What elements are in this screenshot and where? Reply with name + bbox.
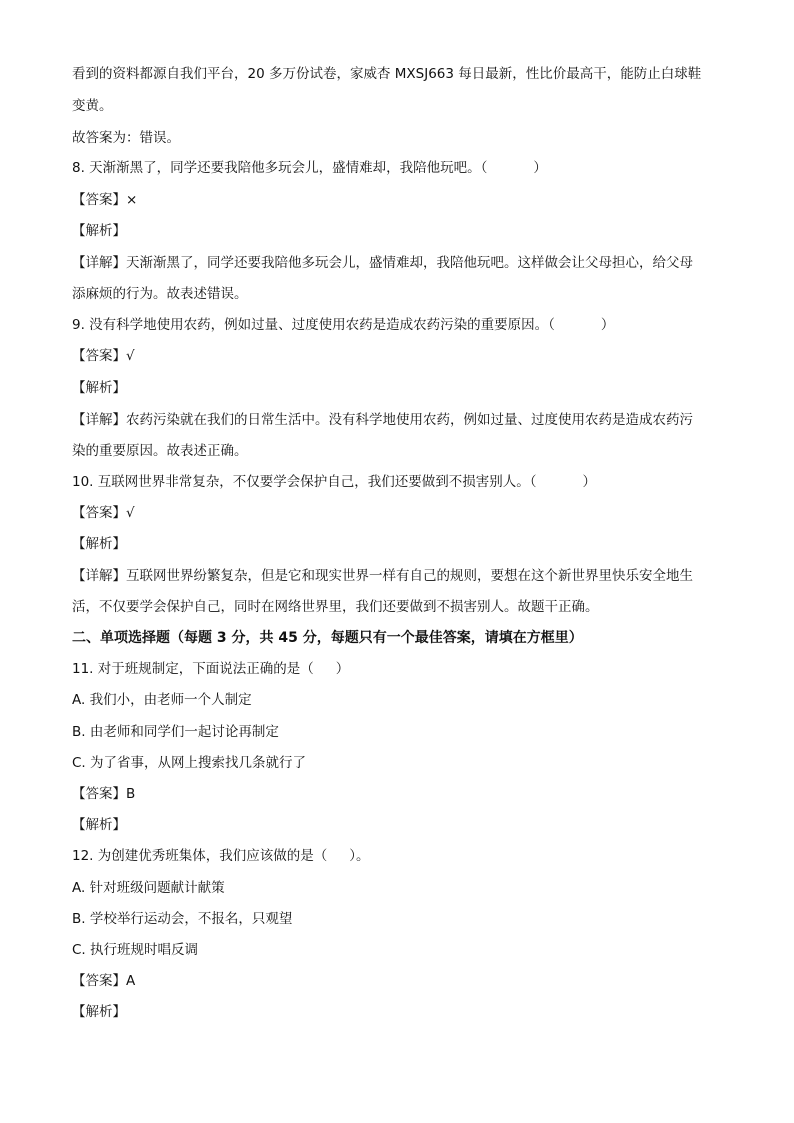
question-10-detail-cont: 活，不仅要学会保护自己，同时在网络世界里，我们还要做到不损害别人。故题干正确。 [72,599,599,615]
question-10-detail [72,566,732,586]
question-10-stem [72,472,732,492]
question-text: 8. 天渐渐黑了，同学还要我陪他多玩会儿，盛情难却，我陪他玩吧。（ [72,160,488,176]
question-8-analysis-label: 【解析】 [72,223,126,239]
question-text: 12. 为创建优秀班集体，我们应该做的是（ [72,848,328,864]
detail-text: 天渐渐黑了，同学还要我陪他多玩会儿，盛情难却，我陪他玩吧。这样做会让父母担心，给父母 [126,255,693,271]
question-9-detail-cont: 染的重要原因。故表述正确。 [72,443,248,459]
answer-value: B [126,786,136,802]
question-11-analysis-label: 【解析】 [72,817,126,833]
text-line: 故答案为：错误。 [72,130,180,146]
question-paren-close: ）。 [349,848,370,864]
question-12-analysis-label: 【解析】 [72,1004,126,1020]
question-11-answer [72,784,732,804]
answer-label: 【答案】 [72,973,126,989]
question-10-answer [72,503,732,523]
answer-label: 【答案】 [72,786,126,802]
question-12-option-c: C. 执行班规时唱反调 [72,942,199,958]
detail-text: 农药污染就在我们的日常生活中。没有科学地使用农药，例如过量、过度使用农药是造成农药污 [126,412,693,428]
question-9-detail [72,410,732,430]
question-12-option-b: B. 学校举行运动会，不报名，只观望 [72,911,293,927]
question-11-stem [72,659,732,679]
question-text: 10. 互联网世界非常复杂，不仅要学会保护自己，我们还要做到不损害别人。（ [72,474,537,490]
answer-value: A [126,973,136,989]
question-8-answer [72,190,732,210]
question-paren-close: ） [533,160,547,176]
answer-label: 【答案】 [72,348,126,364]
question-paren-close: ） [335,661,350,677]
question-9-stem [72,315,732,335]
detail-label: 【详解】 [72,412,126,428]
section-heading: 二、单项选择题（每题 3 分，共 45 分，每题只有一个最佳答案，请填在方框里） [72,630,583,646]
text-line: 变黄。 [72,98,113,114]
detail-label: 【详解】 [72,568,126,584]
question-9-answer [72,346,732,366]
answer-value: √ [126,348,135,364]
answer-label: 【答案】 [72,192,126,208]
question-text: 9. 没有科学地使用农药，例如过量、过度使用农药是造成农药污染的重要原因。（ [72,317,555,333]
question-12-option-a: A. 针对班级问题献计献策 [72,880,225,896]
question-paren-close: ） [582,474,597,490]
question-8-detail-cont: 添麻烦的行为。故表述错误。 [72,286,248,302]
detail-label: 【详解】 [72,255,126,271]
answer-value: × [126,192,138,208]
question-12-answer [72,971,732,991]
detail-text: 互联网世界纷繁复杂，但是它和现实世界一样有自己的规则，要想在这个新世界里快乐安全地生 [126,568,693,584]
answer-value: √ [126,505,135,521]
question-8-stem [72,158,732,178]
question-11-option-a: A. 我们小，由老师一个人制定 [72,692,252,708]
question-9-analysis-label: 【解析】 [72,380,126,396]
question-11-option-b: B. 由老师和同学们一起讨论再制定 [72,724,279,740]
question-8-detail [72,253,732,273]
question-10-analysis-label: 【解析】 [72,536,126,552]
text-line: 看到的资料都源自我们平台，20 多万份试卷，家威杏 MXSJ663 每日最新，性比价最高干，能防止白球鞋 [72,66,702,82]
question-12-stem [72,846,732,866]
question-11-option-c: C. 为了省事，从网上搜索找几条就行了 [72,755,307,771]
answer-label: 【答案】 [72,505,126,521]
question-text: 11. 对于班规制定，下面说法正确的是（ [72,661,314,677]
question-paren-close: ） [600,317,615,333]
